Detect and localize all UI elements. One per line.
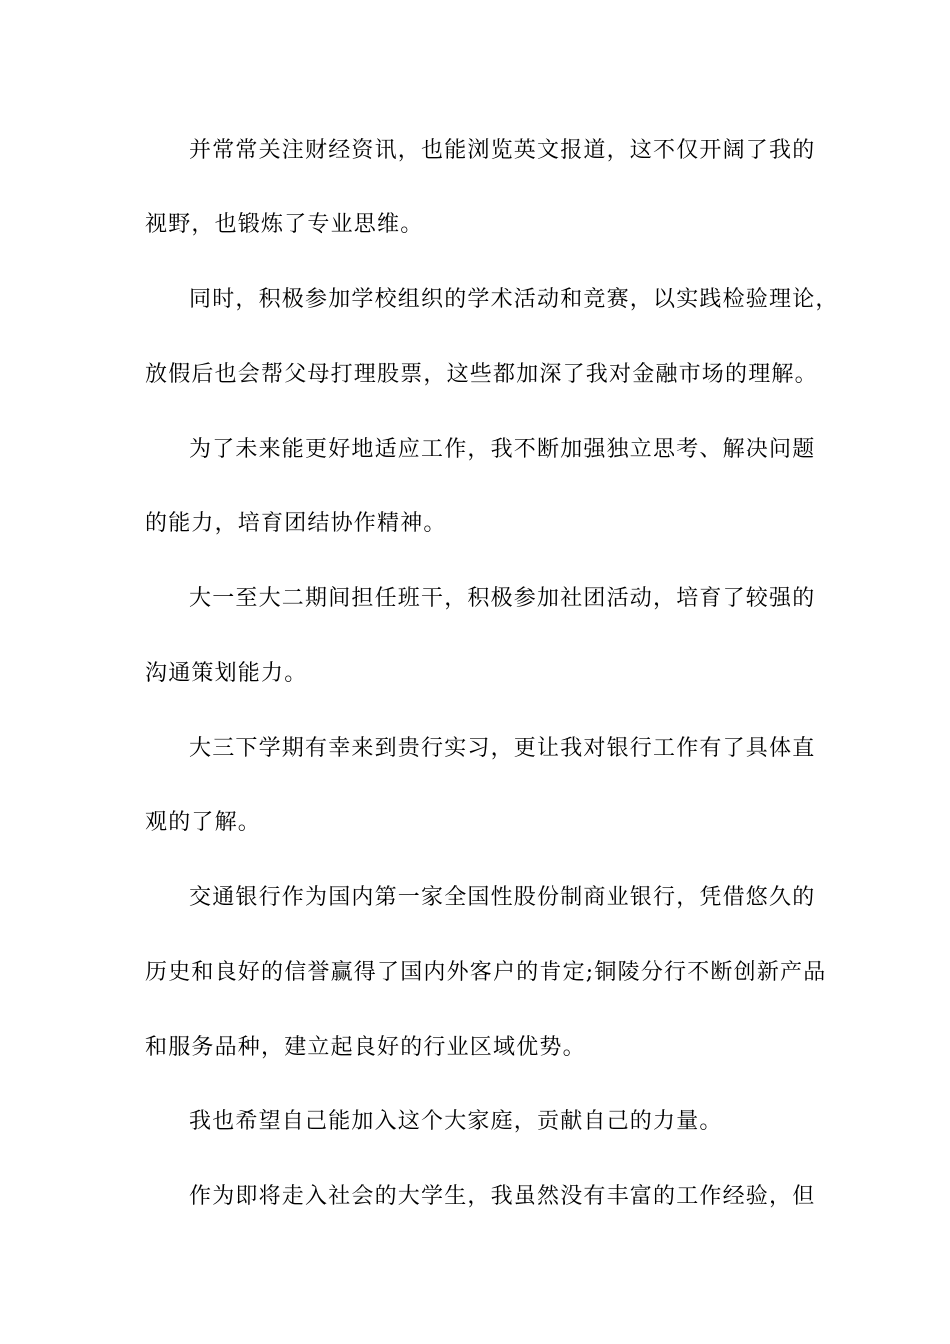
text-line: 大一至大二期间担任班干，积极参加社团活动，培育了较强的 xyxy=(189,586,816,611)
text-line: 历史和良好的信誉赢得了国内外客户的肯定;铜陵分行不断创新产品 xyxy=(145,960,827,985)
text-line: 大三下学期有幸来到贵行实习，更让我对银行工作有了具体直 xyxy=(189,736,816,761)
text-line: 同时，积极参加学校组织的学术活动和竞赛，以实践检验理论， xyxy=(189,287,839,312)
text-line: 视野，也锻炼了专业思维。 xyxy=(145,212,424,237)
text-line: 为了未来能更好地适应工作，我不断加强独立思考、解决问题 xyxy=(189,437,816,462)
text-line: 的能力，培育团结协作精神。 xyxy=(145,511,447,536)
text-line: 并常常关注财经资讯，也能浏览英文报道，这不仅开阔了我的 xyxy=(189,138,816,163)
text-line: 观的了解。 xyxy=(145,810,262,835)
text-line: 交通银行作为国内第一家全国性股份制商业银行，凭借悠久的 xyxy=(189,885,816,910)
text-line: 和服务品种，建立起良好的行业区域优势。 xyxy=(145,1035,586,1060)
text-line: 作为即将走入社会的大学生，我虽然没有丰富的工作经验，但 xyxy=(189,1184,816,1209)
text-line: 我也希望自己能加入这个大家庭，贡献自己的力量。 xyxy=(189,1109,723,1134)
text-line: 沟通策划能力。 xyxy=(145,661,308,686)
text-line: 放假后也会帮父母打理股票，这些都加深了我对金融市场的理解。 xyxy=(145,362,818,387)
